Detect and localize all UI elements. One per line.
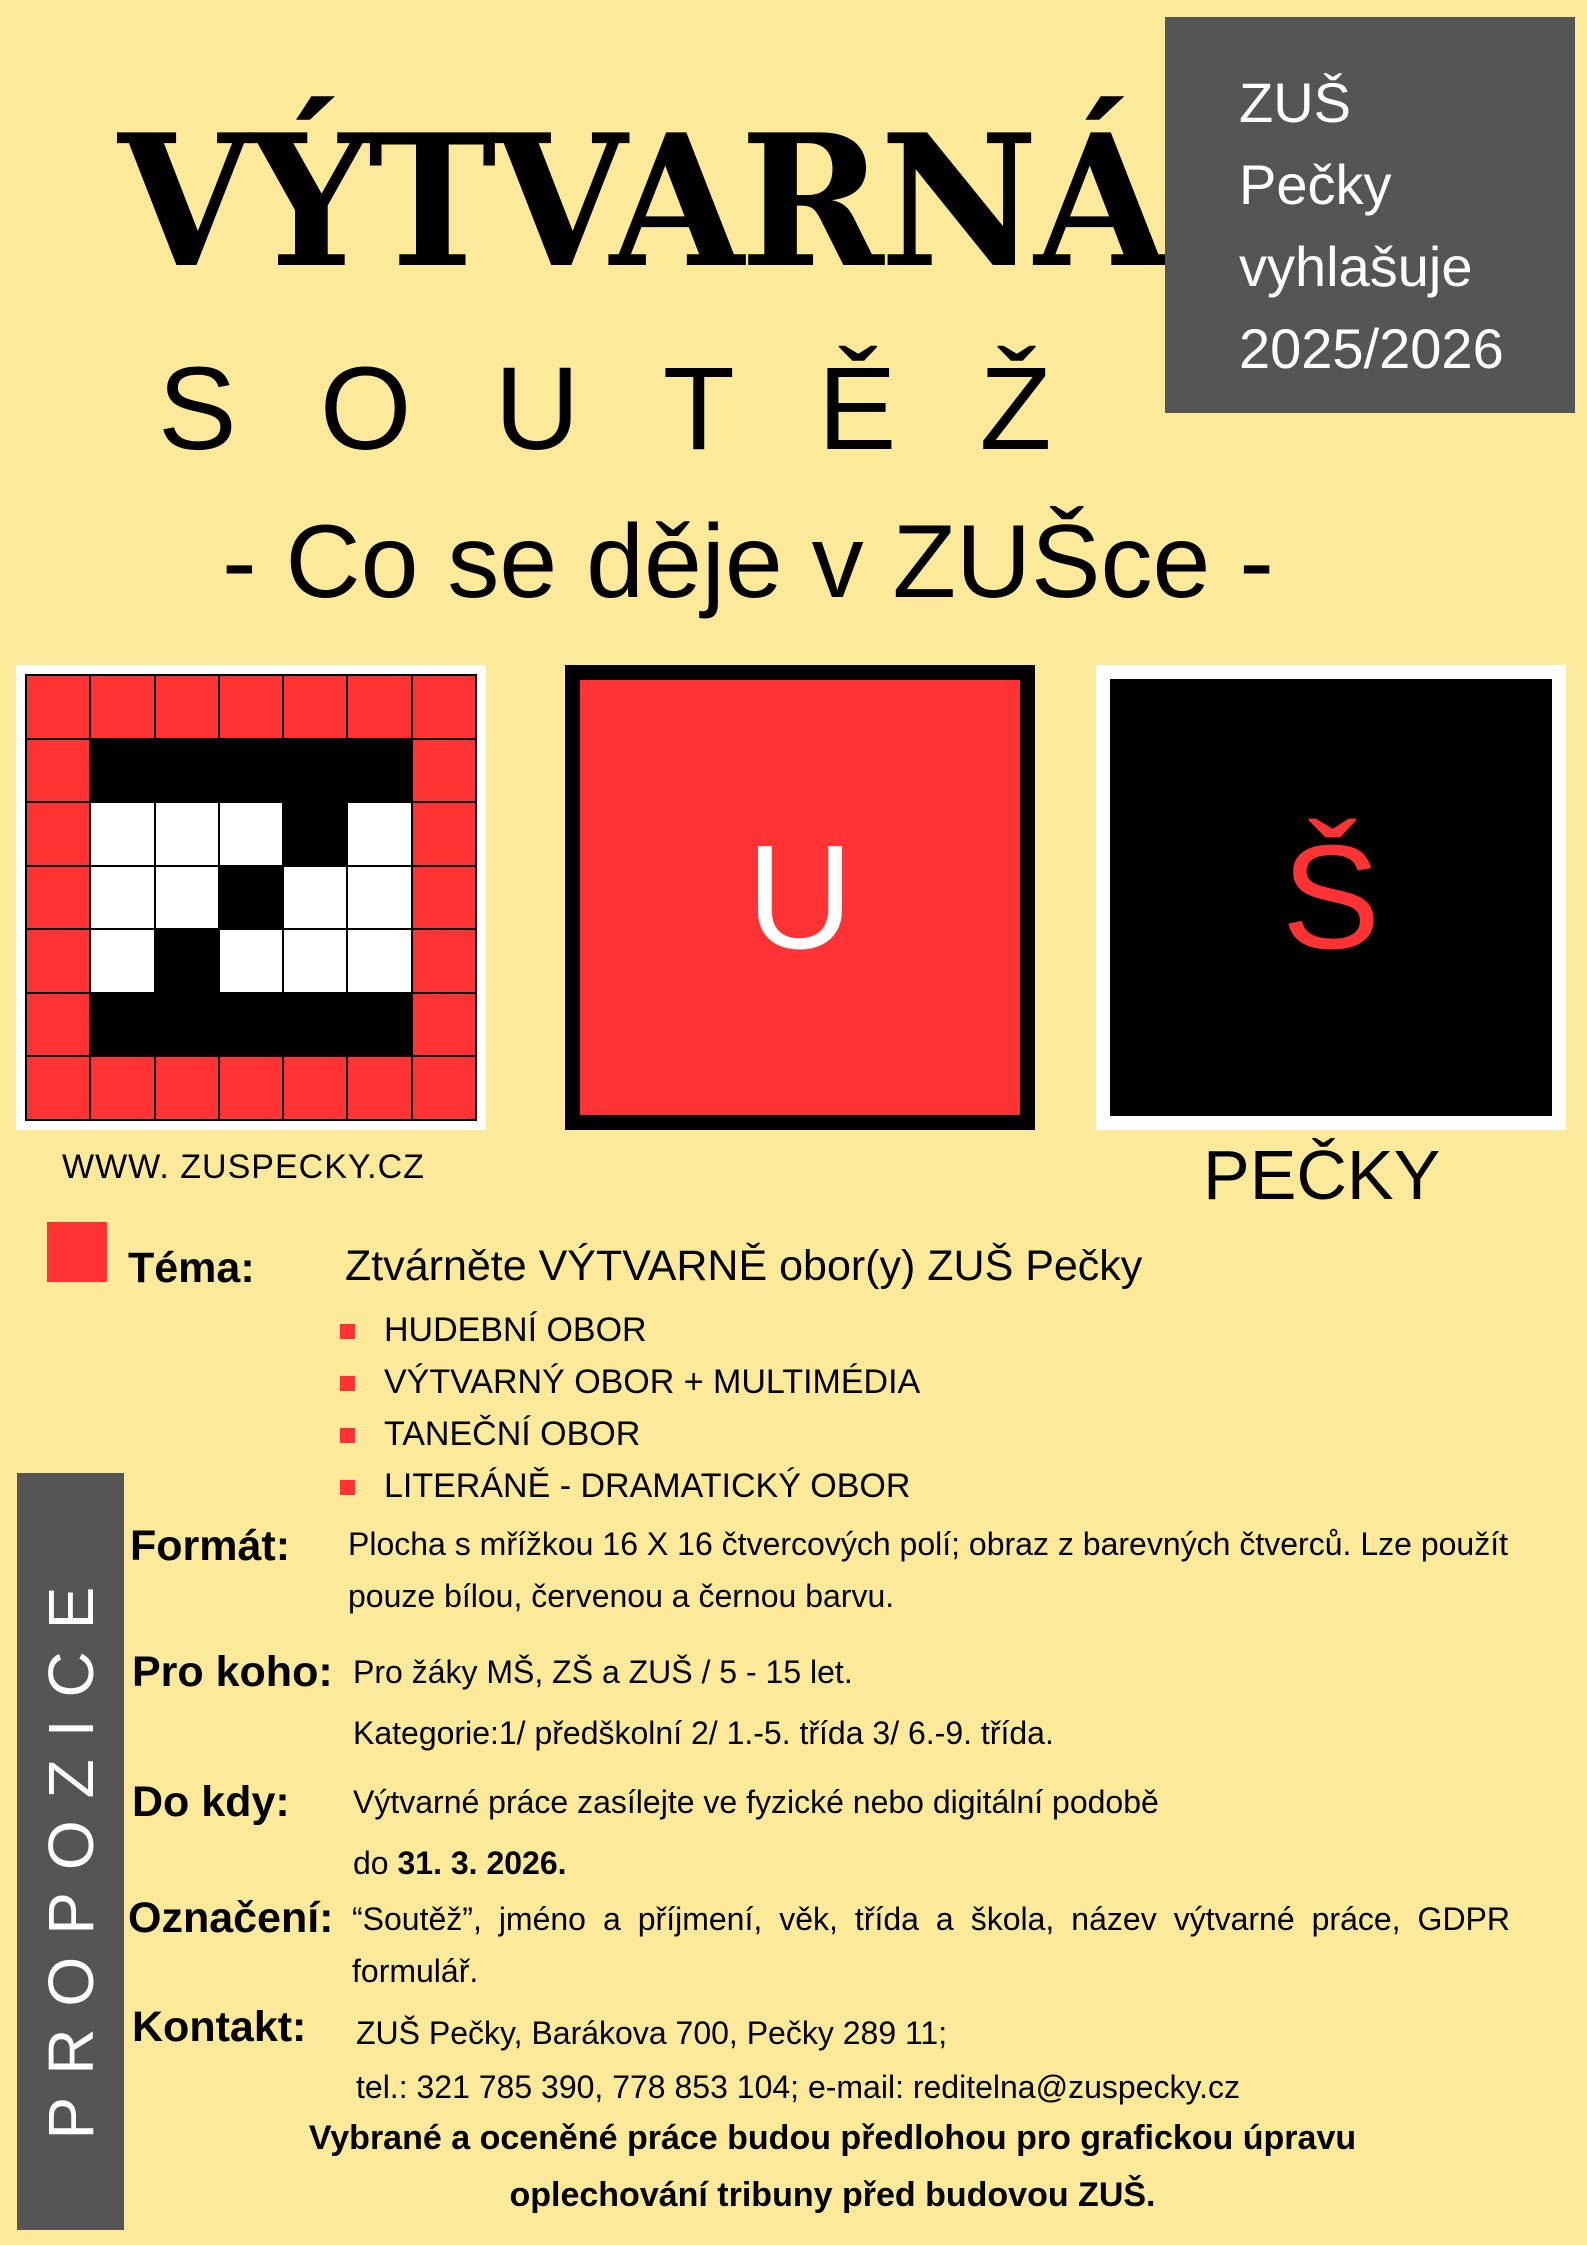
oznaceni-label: Označení: [128, 1894, 334, 1942]
grid-cell [91, 676, 153, 738]
grid-cell [220, 930, 282, 992]
grid-cell [27, 1057, 89, 1119]
grid-cell [348, 740, 410, 802]
grid-cell [156, 930, 218, 992]
deadline-line: do 31. 3. 2026. [353, 1845, 567, 1881]
tema-label: Téma: [128, 1244, 255, 1292]
grid-cell [413, 676, 475, 738]
pro-koho-categories: Kategorie:1/ předškolní 2/ 1.-5. třída 3/ 6.-9. třída. [353, 1715, 1054, 1751]
grid-cell [91, 930, 153, 992]
grid-cell [348, 930, 410, 992]
grid-cell [348, 803, 410, 865]
grid-cell [348, 867, 410, 929]
do-kdy-line: Výtvarné práce zasílejte ve fyzické nebo digitální podobě [353, 1784, 1159, 1820]
do-kdy-label: Do kdy: [132, 1778, 290, 1826]
logo-z-tile [16, 665, 486, 1130]
logo-s-tile [1096, 665, 1566, 1130]
grid-cell [27, 740, 89, 802]
grid-cell [220, 867, 282, 929]
logo-letter-u: U [580, 680, 1020, 1115]
website-link[interactable]: WWW. ZUSPECKY.CZ [62, 1148, 425, 1186]
grid-cell [91, 1057, 153, 1119]
grid-cell [156, 867, 218, 929]
grid-cell [27, 930, 89, 992]
grid-cell [413, 1057, 475, 1119]
grid-cell [27, 803, 89, 865]
list-item: HUDEBNÍ OBOR [340, 1304, 920, 1356]
grid-cell [284, 803, 346, 865]
announcement-line: ZUŠ [1239, 71, 1351, 134]
grid-cell [220, 740, 282, 802]
grid-cell [413, 740, 475, 802]
tagline: - Co se děje v ZUŠce - [222, 504, 1274, 620]
grid-cell [27, 867, 89, 929]
grid-cell [413, 994, 475, 1056]
logo-u-tile [565, 665, 1035, 1130]
grid-cell [348, 676, 410, 738]
page-title: VÝTVARNÁ [118, 94, 1165, 308]
announcement-line: Pečky [1239, 153, 1392, 216]
grid-cell [413, 803, 475, 865]
grid-cell [220, 676, 282, 738]
grid-cell [284, 740, 346, 802]
sidebar-label: PROPOZICE [34, 1564, 107, 2139]
grid-cell [284, 867, 346, 929]
pixel-grid [25, 674, 477, 1121]
grid-cell [91, 803, 153, 865]
grid-cell [27, 676, 89, 738]
format-value: Plocha s mřížkou 16 X 16 čtvercových polí; obraz z barevných čtverců. Lze použít pouze bílou, červenou a černou barvu. [348, 1526, 1508, 1614]
footer-note [150, 2110, 1515, 2224]
grid-cell [156, 676, 218, 738]
grid-cell [348, 994, 410, 1056]
footer-line: Vybrané a oceněné práce budou předlohou pro grafickou úpravu [308, 2119, 1357, 2157]
pro-koho-value [353, 1642, 1453, 1764]
announcement-line: 2025/2026 [1239, 317, 1504, 380]
logo-letter-s: Š [1110, 679, 1552, 1116]
do-kdy-value [353, 1772, 1453, 1894]
grid-cell [284, 676, 346, 738]
list-item: TANEČNÍ OBOR [340, 1408, 920, 1460]
kontakt-address: ZUŠ Pečky, Barákova 700, Pečky 289 11; [356, 2015, 948, 2051]
grid-cell [156, 1057, 218, 1119]
propozice-sidebar [17, 1473, 124, 2230]
footer-line: oplechování tribuny před budovou ZUŠ. [509, 2176, 1156, 2214]
grid-cell [284, 994, 346, 1056]
pro-koho-line: Pro žáky MŠ, ZŠ a ZUŠ / 5 - 15 let. [353, 1654, 853, 1690]
grid-cell [91, 994, 153, 1056]
kontakt-value [356, 2006, 1506, 2114]
grid-cell [220, 994, 282, 1056]
pro-koho-label: Pro koho: [132, 1648, 333, 1696]
obory-list [340, 1304, 920, 1512]
grid-cell [284, 930, 346, 992]
oznaceni-value: “Soutěž”, jméno a příjmení, věk, třída a škola, název výtvarné práce, GDPR formulář. [352, 1901, 1510, 1989]
page-subtitle: SOUTĚŽ [158, 343, 1135, 475]
grid-cell [91, 867, 153, 929]
grid-cell [91, 740, 153, 802]
grid-cell [220, 1057, 282, 1119]
grid-cell [220, 803, 282, 865]
grid-cell [284, 1057, 346, 1119]
announcement-box [1165, 17, 1575, 413]
grid-cell [348, 1057, 410, 1119]
kontakt-label: Kontakt: [132, 2003, 307, 2051]
grid-cell [413, 930, 475, 992]
town-name: PEČKY [1203, 1136, 1441, 1214]
grid-cell [156, 740, 218, 802]
tema-value: Ztvárněte VÝTVARNĚ obor(y) ZUŠ Pečky [345, 1242, 1143, 1290]
deadline-date: 31. 3. 2026. [397, 1845, 567, 1881]
grid-cell [156, 994, 218, 1056]
format-label: Formát: [130, 1522, 291, 1570]
kontakt-phone-email: tel.: 321 785 390, 778 853 104; e-mail: reditelna@zuspecky.cz [356, 2069, 1240, 2105]
grid-cell [413, 867, 475, 929]
grid-cell [27, 994, 89, 1056]
list-item: VÝTVARNÝ OBOR + MULTIMÉDIA [340, 1356, 920, 1408]
grid-cell [156, 803, 218, 865]
announcement-line: vyhlašuje [1239, 235, 1473, 298]
list-item: LITERÁNĚ - DRAMATICKÝ OBOR [340, 1460, 920, 1512]
tema-bullet-square [47, 1222, 107, 1282]
